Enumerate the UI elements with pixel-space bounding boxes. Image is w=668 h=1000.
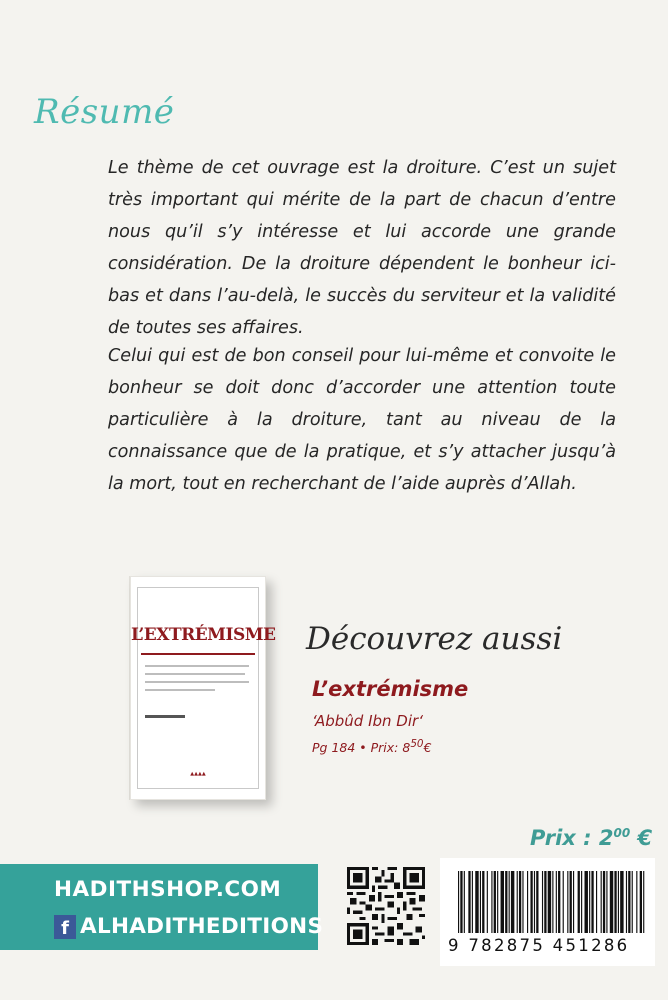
social-link[interactable]: [54, 914, 323, 939]
price-cents: 00: [613, 826, 631, 840]
book-cover-text-line: [145, 673, 245, 675]
resume-paragraph-2: Celui qui est de bon conseil pour lui-même et convoite le bonheur se doit donc d’accorder une attention toute particulière à la droiture, tant au niveau de la connaissance que de la pratique, et s’y attacher jusqu’à la mort, tout en recherchant de l’aide auprès d’Allah.: [108, 346, 616, 494]
book-cover-frame: [137, 587, 259, 789]
price: [530, 826, 652, 850]
social-label: ALHADITHEDITIONS: [80, 914, 324, 939]
website-link[interactable]: HADITHSHOP.COM: [54, 877, 282, 902]
barcode: [456, 871, 646, 943]
book-cover-text-line: [145, 681, 249, 683]
resume-paragraph-1: Le thème de cet ouvrage est la droiture. C’est un sujet très important qui mérite de la part de chacun d’entre nous qu’il s’y intéresse et lui accorde une grande considération. De la droiture dépendent le bonheur ici-bas et dans l’au-delà, le succès du serviteur et la validité de toutes ses affaires.: [108, 158, 616, 338]
isbn-number: 9 782875 451286: [448, 936, 630, 955]
recommended-book-title: L’extrémisme: [312, 677, 469, 701]
qr-code: [347, 867, 425, 945]
book-cover-rule: [141, 653, 255, 655]
recommended-book-price-cents: 50: [410, 738, 424, 750]
resume-heading: Résumé: [34, 92, 175, 132]
recommended-book-meta: [312, 738, 432, 755]
book-cover-publisher-logo: ▲▲▲▲: [190, 771, 206, 777]
price-currency: €: [630, 826, 653, 850]
book-cover-text-line: [145, 689, 215, 691]
book-cover-text-line: [145, 665, 249, 667]
recommended-book-author: ‘Abbûd Ibn Dir‘: [312, 712, 423, 730]
recommended-book-price-currency: €: [423, 740, 432, 756]
book-cover-title: L’EXTRÉMISME: [131, 625, 276, 645]
discover-heading: Découvrez aussi: [306, 621, 563, 657]
book-cover: [130, 576, 276, 800]
facebook-icon: f: [54, 915, 76, 939]
recommended-book-meta-text: Pg 184 • Prix: 8: [312, 740, 411, 756]
book-cover-author: [145, 715, 185, 718]
price-label: Prix : 2: [530, 826, 614, 850]
